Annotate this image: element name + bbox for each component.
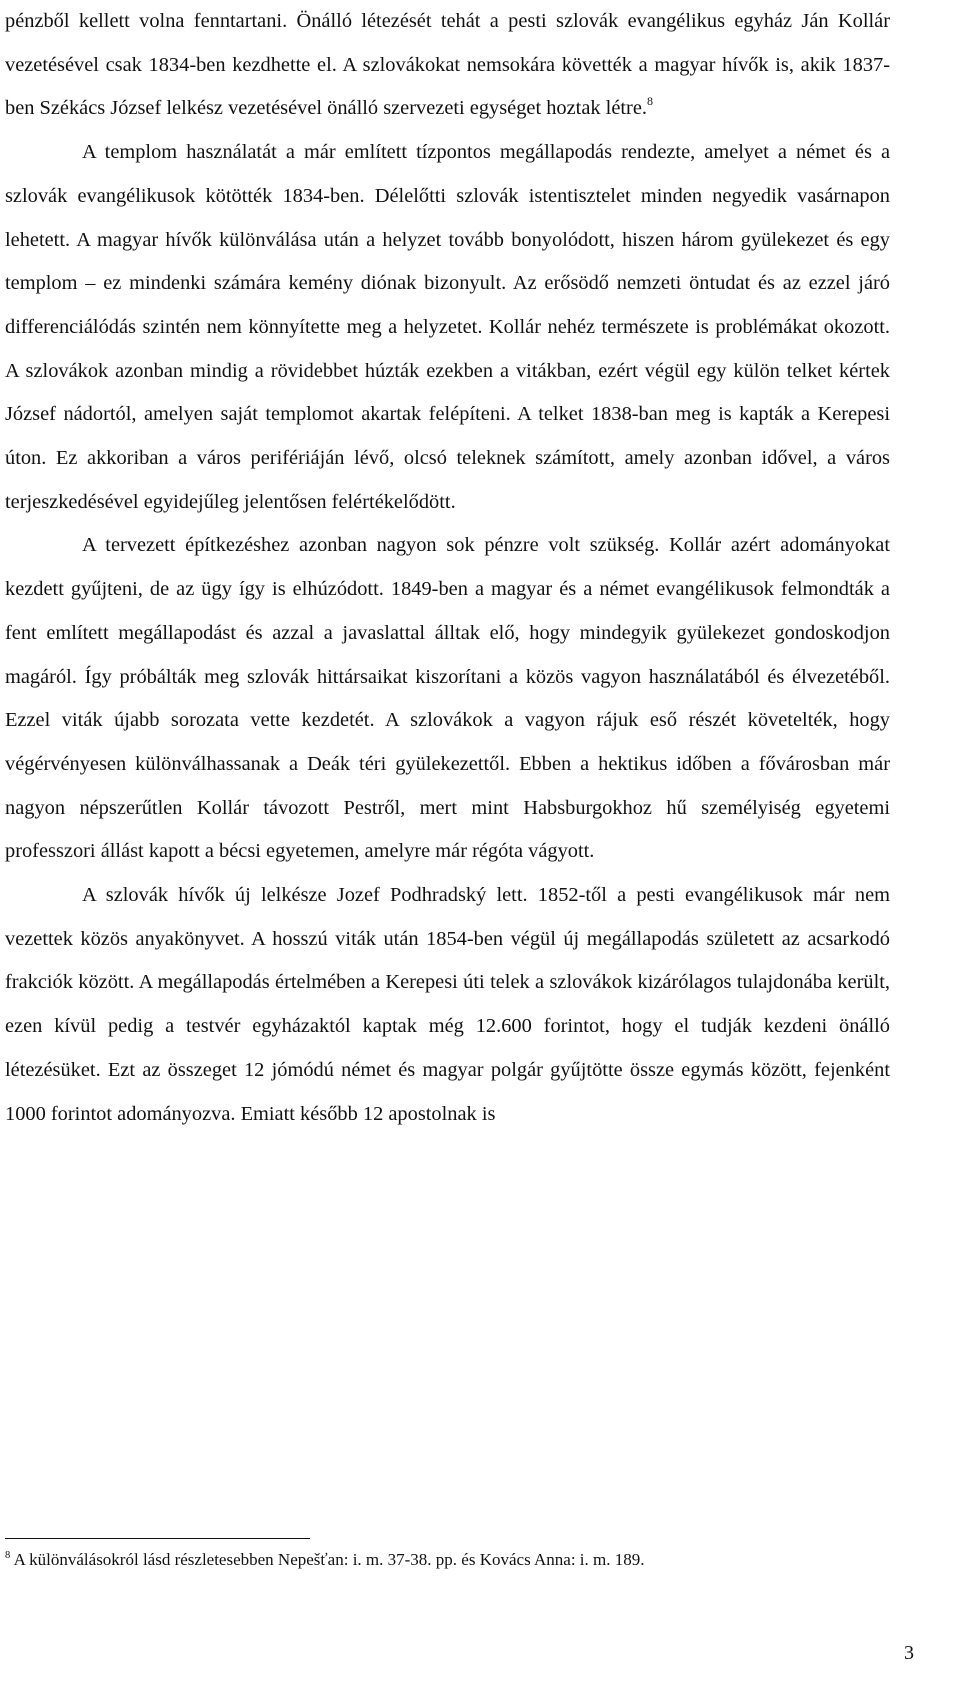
- footnote-separator: [5, 1538, 310, 1539]
- footnote-number: 8: [5, 1550, 11, 1561]
- paragraph-4: A szlovák hívők új lelkésze Jozef Podhradský lett. 1852-től a pesti evangélikusok már nem vezettek közös anyakönyvet. A hosszú viták után 1854-ben végül új megállapodás született az acsarkodó frakciók között. A megállapodás értelmében a Kerepesi úti telek a szlovákok kizárólagos tulajdonába került, ezen kívül pedig a testvér egyházaktól kaptak még 12.600 forintot, hogy el tudják kezdeni önálló létezésüket. Ezt az összeget 12 jómódú német és magyar polgár gyűjtötte össze egymás között, fejenként 1000 forintot adományozva. Emiatt később 12 apostolnak is: [5, 884, 890, 1125]
- footnote-reference: 8: [647, 94, 653, 109]
- paragraph-2: A templom használatát a már említett tízpontos megállapodás rendezte, amelyet a német és a szlovák evangélikusok kötötték 1834-ben. Délelőtti szlovák istentisztelet minden negyedik vasárnapon lehetett. A magyar hívők különválása után a helyzet tovább bonyolódott, hiszen három gyülekezet és egy templom – ez mindenki számára kemény diónak bizonyult. Az erősödő nemzeti öntudat és az ezzel járó differenciálódás szintén nem könnyítette meg a helyzetet. Kollár nehéz természete is problémákat okozott. A szlovákok azonban mindig a rövidebbet húzták ezekben a vitákban, ezért végül egy külön telket kértek József nádortól, amelyen saját templomot akartak felépíteni. A telket 1838-ban meg is kapták a Kerepesi úton. Ez akkoriban a város perifériáján lévő, olcsó teleknek számított, amely azonban idővel, a város terjeszkedésével egyidejűleg jelentősen felértékelődött.: [5, 141, 890, 513]
- footnote-text: A különválásokról lásd részletesebben Nepešťan: i. m. 37-38. pp. és Kovács Anna: i. m. 189.: [13, 1550, 645, 1569]
- body-text: [5, 0, 890, 1136]
- footnote: [5, 1549, 890, 1571]
- page-number: 3: [904, 1642, 914, 1664]
- paragraph-1: [5, 0, 890, 131]
- paragraph-3: A tervezett építkezéshez azonban nagyon sok pénzre volt szükség. Kollár azért adományokat kezdett gyűjteni, de az ügy így is elhúzódott. 1849-ben a magyar és a német evangélikusok felmondták a fent említett megállapodást és azzal a javaslattal álltak elő, hogy mindegyik gyülekezet gondoskodjon magáról. Így próbálták meg szlovák hittársaikat kiszorítani a közös vagyon használatából és élvezetéből. Ezzel viták újabb sorozata vette kezdetét. A szlovákok a vagyon rájuk eső részét követelték, hogy végérvényesen különválhassanak a Deák téri gyülekezettől. Ebben a hektikus időben a fővárosban már nagyon népszerűtlen Kollár távozott Pestről, mert mint Habsburgokhoz hű személyiség egyetemi professzori állást kapott a bécsi egyetemen, amelyre már régóta vágyott.: [5, 534, 890, 863]
- paragraph-1-text: pénzből kellett volna fenntartani. Önálló létezését tehát a pesti szlovák evangélikus egyház Ján Kollár vezetésével csak 1834-ben kezdhette el. A szlovákokat nemsokára követték a magyar hívők is, akik 1837-ben Székács József lelkész vezetésével önálló szervezeti egységet hoztak létre.: [5, 10, 890, 120]
